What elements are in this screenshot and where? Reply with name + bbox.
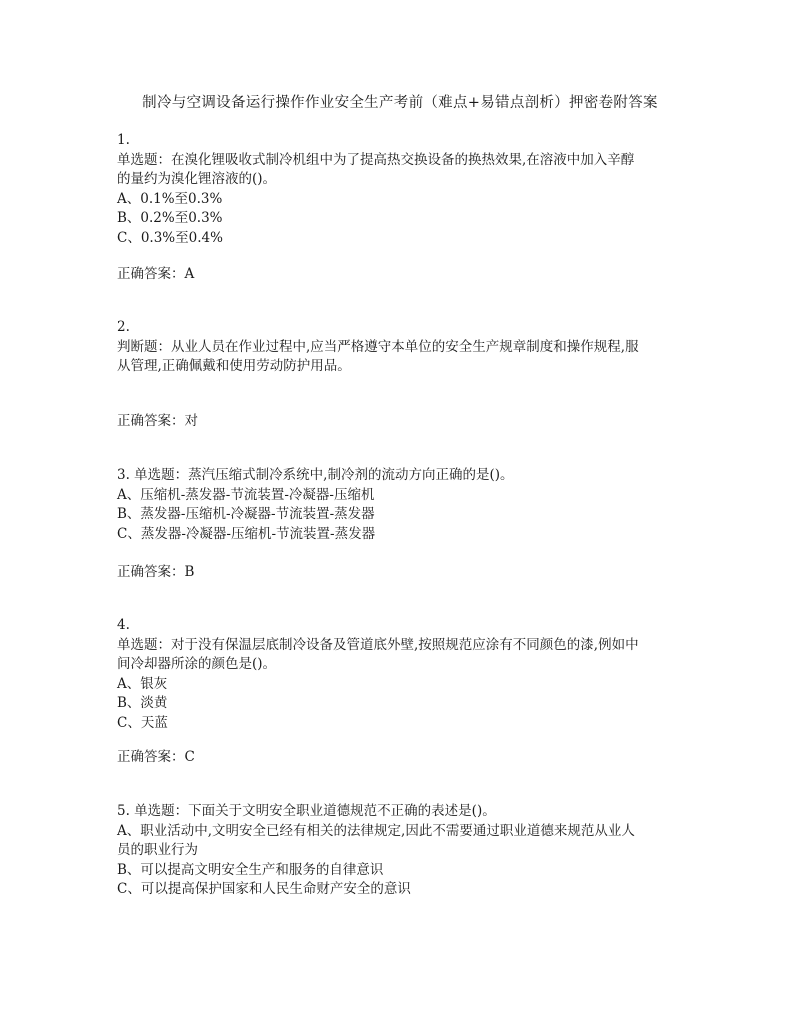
question-number: 1. [117, 132, 130, 148]
question-number: 2. [117, 319, 130, 335]
question-stem-line: 3. 单选题：蒸汽压缩式制冷系统中,制冷剂的流动方向正确的是()。 [117, 467, 514, 483]
option-a: A、压缩机-蒸发器-节流装置-冷凝器-压缩机 [117, 486, 375, 503]
answer-3: 正确答案：B [117, 564, 195, 580]
question-stem-line: 单选题：对于没有保温层底制冷设备及管道底外壁,按照规范应涂有不同颜色的漆,例如中 [117, 636, 639, 653]
question-stem-line: 判断题：从业人员在作业过程中,应当严格遵守本单位的安全生产规章制度和操作规程,服 [117, 338, 639, 355]
option-c: C、可以提高保护国家和人民生命财产安全的意识 [117, 881, 411, 897]
option-c: C、蒸发器-冷凝器-压缩机-节流装置-蒸发器 [117, 525, 376, 542]
answer-1: 正确答案：A [117, 266, 195, 282]
question-4 [117, 616, 677, 733]
question-3 [117, 466, 677, 544]
question-stem-line: 5. 单选题：下面关于文明安全职业道德规范不正确的表述是()。 [117, 803, 496, 819]
option-a-continued: 员的职业行为 [117, 842, 198, 858]
option-a: A、职业活动中,文明安全已经有相关的法律规定,因此不需要通过职业道德来规范从业人 [117, 822, 635, 839]
option-a: A、0.1%至0.3% [117, 190, 223, 207]
question-stem-line: 的量约为溴化锂溶液的()。 [117, 171, 277, 187]
option-b: B、蒸发器-压缩机-冷凝器-节流装置-蒸发器 [117, 506, 375, 522]
question-stem-line: 从管理,正确佩戴和使用劳动防护用品。 [117, 358, 351, 374]
answer-4: 正确答案：C [117, 749, 195, 765]
option-b: B、0.2%至0.3% [117, 210, 223, 226]
question-stem-line: 间冷却器所涂的颜色是()。 [117, 656, 277, 672]
option-b: B、淡黄 [117, 695, 168, 711]
question-5 [117, 802, 677, 900]
option-b: B、可以提高文明安全生产和服务的自律意识 [117, 861, 384, 878]
answer-2: 正确答案：对 [117, 413, 198, 429]
option-a: A、银灰 [117, 675, 168, 692]
option-c: C、天蓝 [117, 714, 168, 731]
question-2 [117, 318, 677, 377]
question-stem-line: 单选题：在溴化锂吸收式制冷机组中为了提高热交换设备的换热效果,在溶液中加入辛醇 [117, 151, 635, 168]
option-c: C、0.3%至0.4% [117, 229, 223, 246]
document-title: 制冷与空调设备运行操作作业安全生产考前（难点+易错点剖析）押密卷附答案 [142, 95, 658, 111]
question-number: 4. [117, 617, 130, 633]
question-1 [117, 131, 677, 248]
